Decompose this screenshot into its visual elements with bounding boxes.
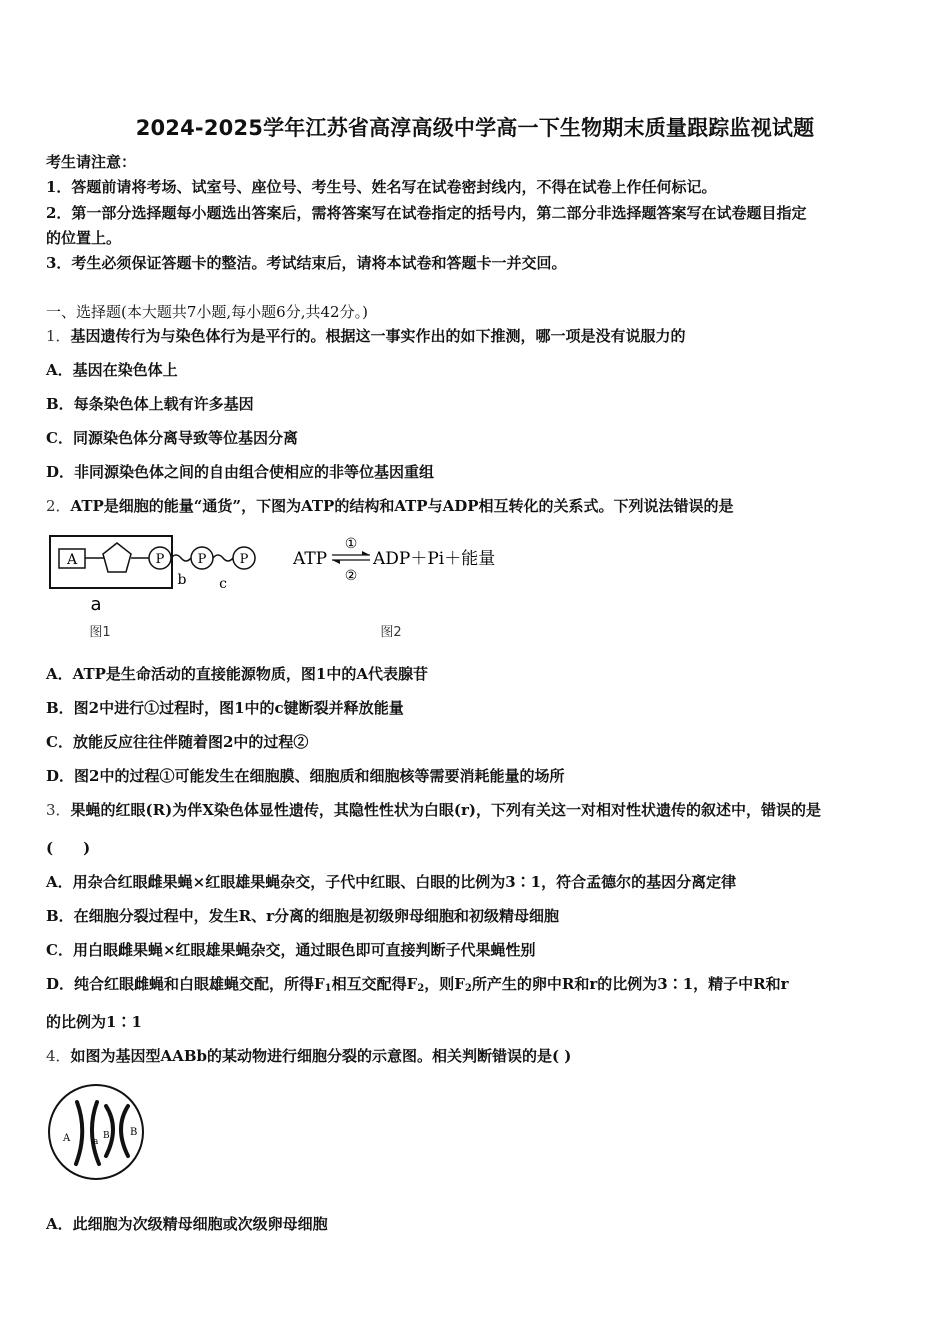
subscript: 2 (464, 983, 472, 994)
notice-heading: 考生请注意： (46, 153, 137, 171)
option-d-text: D．纯合红眼雌蝇和白眼雄蝇交配，所得F (46, 975, 325, 993)
question-2 (46, 496, 734, 516)
label-a: a (90, 594, 102, 615)
question-number: 1． (46, 327, 71, 345)
option-c: C．用白眼雌果蝇×红眼雄果蝇杂交，通过眼色即可直接判断子代果蝇性别 (46, 941, 536, 959)
chromatid (92, 1102, 99, 1164)
question-stem: ATP是细胞的能量“通货”，下图为ATP的结构和ATP与ADP相互转化的关系式。下列说法错误的是 (70, 497, 734, 515)
option-c: C．放能反应往往伴随着图2中的过程② (46, 733, 309, 751)
cell-division-diagram (42, 1080, 154, 1184)
question-1 (46, 326, 686, 346)
option-d: D．图2中的过程①可能发生在细胞膜、细胞质和细胞核等需要消耗能量的场所 (46, 767, 565, 785)
option-d-text: 所产生的卵中R和r的比例为3∶1，精子中R和r (471, 975, 789, 993)
bond-c-label: c (219, 576, 227, 592)
page-title: 2024-2025学年江苏省高淳高级中学高一下生物期末质量跟踪监视试题 (135, 116, 815, 140)
question-stem: 果蝇的红眼(R)为伴X染色体显性遗传，其隐性性状为白眼(r)，下列有关这一对相对性状遗传的叙述中，错误的是 (70, 801, 821, 819)
option-d-text: 相互交配得F (331, 975, 418, 993)
option-b: B．图2中进行①过程时，图1中的c键断裂并释放能量 (46, 699, 404, 717)
atp-label: ATP (293, 549, 328, 569)
subscript: 1 (324, 983, 332, 994)
option-d-text: ，则F (424, 975, 465, 993)
chromosome-left (76, 1102, 99, 1164)
forward-arrowhead (362, 551, 370, 555)
option-d: D．非同源染色体之间的自由组合使相应的非等位基因重组 (46, 463, 435, 481)
option-b: B．每条染色体上载有许多基因 (46, 395, 254, 413)
gene-label-B: B (130, 1127, 138, 1138)
high-energy-bond-c (213, 555, 233, 561)
question-number: 4． (46, 1047, 71, 1065)
atp-figure (46, 530, 526, 642)
phosphate-label: P (239, 552, 249, 567)
subscript: 2 (417, 983, 425, 994)
option-a: A．基因在染色体上 (46, 361, 178, 379)
option-b: B．在细胞分裂过程中，发生R、r分离的细胞是初级卵母细胞和初级精母细胞 (46, 907, 560, 925)
section-heading: 一、选择题(本大题共7小题,每小题6分,共42分。) (46, 303, 368, 321)
option-d (46, 974, 789, 999)
process-2-mark: ② (344, 568, 358, 584)
atp-adp-equation (292, 536, 495, 640)
question-stem: 基因遗传行为与染色体行为是平行的。根据这一事实作出的如下推测，哪一项是没有说服力的 (70, 327, 686, 345)
chromatid (121, 1106, 128, 1156)
question-number: 2． (46, 497, 71, 515)
gene-label-A: A (63, 1133, 71, 1144)
notice-item: 的位置上。 (46, 229, 122, 247)
process-1-mark: ① (344, 536, 358, 552)
cell-membrane-circle (49, 1085, 143, 1179)
option-a: A．ATP是生命活动的直接能源物质，图1中的A代表腺苷 (46, 665, 428, 683)
phosphate-label: P (155, 552, 165, 567)
bond-b-label: b (177, 572, 187, 588)
question-number: 3． (46, 801, 71, 819)
option-a: A．此细胞为次级精母细胞或次级卵母细胞 (46, 1215, 328, 1233)
high-energy-bond-b (171, 555, 191, 561)
phosphate-label: P (197, 552, 207, 567)
option-c: C．同源染色体分离导致等位基因分离 (46, 429, 298, 447)
ribose-pentagon (103, 543, 131, 572)
gene-label-a: a (93, 1137, 99, 1147)
adp-products-label: ADP＋Pi＋能量 (373, 549, 496, 569)
answer-parentheses: ( ) (46, 839, 91, 857)
figure-1-caption: 图1 (89, 625, 111, 640)
option-d-continued: 的比例为1∶1 (46, 1013, 142, 1031)
question-3 (46, 800, 821, 820)
question-stem: 如图为基因型AABb的某动物进行细胞分裂的示意图。相关判断错误的是( ) (70, 1047, 572, 1065)
notice-item: 2．第一部分选择题每小题选出答案后，需将答案写在试卷指定的括号内，第二部分非选择题答案写在试卷题目指定 (46, 204, 807, 222)
reverse-arrowhead (332, 560, 340, 564)
gene-label-B: B (103, 1131, 110, 1141)
adenine-label: A (66, 552, 78, 568)
notice-item: 1．答题前请将考场、试室号、座位号、考生号、姓名写在试卷密封线内，不得在试卷上作任何标记。 (46, 178, 717, 196)
question-4 (46, 1046, 571, 1066)
option-a: A．用杂合红眼雌果蝇×红眼雄果蝇杂交，子代中红眼、白眼的比例为3∶1，符合孟德尔的基因分离定律 (46, 873, 737, 891)
notice-item: 3．考生必须保证答题卡的整洁。考试结束后，请将本试卷和答题卡一并交回。 (46, 254, 567, 272)
atp-structure-diagram (50, 536, 255, 640)
figure-2-caption: 图2 (380, 625, 402, 640)
chromatid (76, 1102, 82, 1164)
